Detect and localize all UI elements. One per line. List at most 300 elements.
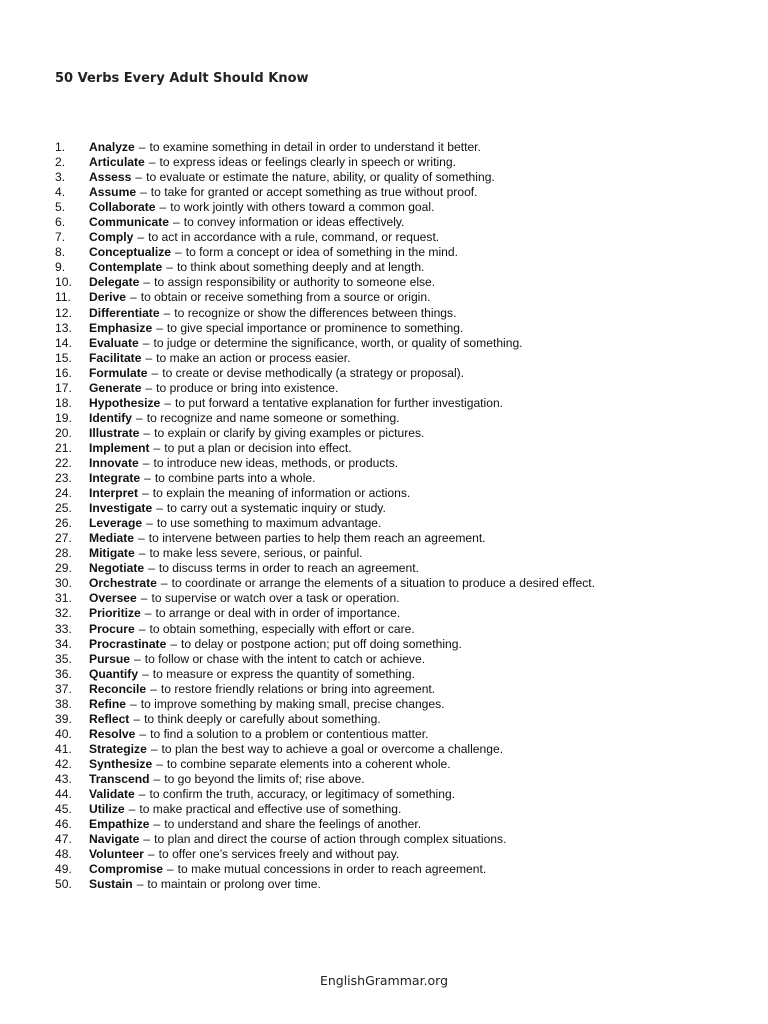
verb-term: Formulate — [89, 365, 148, 380]
dash-separator: – — [133, 711, 141, 726]
list-item-number: 19. — [55, 410, 72, 425]
list-item-number: 34. — [55, 636, 72, 651]
dash-separator: – — [142, 486, 149, 501]
verb-term: Procrastinate — [89, 636, 167, 651]
dash-separator: – — [156, 501, 163, 516]
verb-definition: to assign responsibility or authority to someone else. — [154, 275, 436, 290]
dash-separator: – — [129, 290, 137, 305]
verb-term: Contemplate — [89, 260, 163, 275]
list-item-number: 26. — [55, 516, 72, 531]
list-item-number: 33. — [55, 621, 72, 636]
dash-separator: – — [147, 847, 155, 862]
verb-definition: to improve something by making small, precise changes. — [140, 696, 445, 711]
list-item-body — [89, 757, 451, 772]
verb-term: Facilitate — [89, 350, 142, 365]
dash-separator: – — [164, 395, 171, 410]
dash-separator: – — [156, 756, 163, 771]
verb-term: Illustrate — [89, 425, 140, 440]
verb-term: Pursue — [89, 651, 130, 666]
verb-definition: to follow or chase with the intent to catch or achieve. — [144, 651, 426, 666]
list-item — [55, 742, 735, 757]
list-item-number: 48. — [55, 847, 72, 862]
dash-separator: – — [144, 606, 152, 621]
verb-definition: to make mutual concessions in order to reach agreement. — [177, 862, 487, 877]
list-item — [55, 456, 735, 471]
verb-list — [55, 140, 735, 892]
verb-term: Mediate — [89, 531, 135, 546]
verb-definition: to obtain something, especially with effort or care. — [149, 621, 415, 636]
list-item-body — [89, 501, 386, 516]
list-item-number: 4. — [55, 185, 66, 200]
dash-separator: – — [153, 440, 161, 455]
verb-definition: to recognize or show the differences between things. — [174, 305, 457, 320]
verb-definition: to plan and direct the course of action through complex situations. — [154, 832, 507, 847]
list-item-body — [89, 546, 363, 561]
list-item-number: 47. — [55, 832, 72, 847]
list-item — [55, 516, 735, 531]
verb-definition: to go beyond the limits of; rise above. — [164, 771, 365, 786]
verb-definition: to carry out a systematic inquiry or study. — [166, 501, 386, 516]
verb-term: Procure — [89, 621, 135, 636]
dash-separator: – — [148, 561, 155, 576]
list-item-body — [89, 456, 398, 471]
verb-definition: to recognize and name someone or something. — [146, 410, 400, 425]
list-item-number: 46. — [55, 817, 72, 832]
list-item — [55, 501, 735, 516]
list-item-number: 38. — [55, 696, 72, 711]
dash-separator: – — [142, 666, 149, 681]
dash-separator: – — [143, 275, 151, 290]
dash-separator: – — [145, 350, 153, 365]
list-item-body — [89, 441, 352, 456]
list-item-number: 23. — [55, 471, 72, 486]
verb-term: Volunteer — [89, 847, 144, 862]
list-item — [55, 411, 735, 426]
verb-term: Navigate — [89, 832, 140, 847]
verb-definition: to examine something in detail in order to understand it better. — [149, 140, 481, 154]
dash-separator: – — [163, 305, 171, 320]
list-item-number: 21. — [55, 440, 72, 455]
list-item-number: 41. — [55, 741, 72, 756]
list-item-number: 17. — [55, 380, 72, 395]
verb-definition: to explain the meaning of information or actions. — [152, 486, 411, 501]
dash-separator: – — [135, 170, 143, 185]
list-item-body — [89, 185, 478, 200]
list-item-body — [89, 516, 381, 531]
list-item-number: 9. — [55, 260, 66, 275]
verb-definition: to combine separate elements into a coherent whole. — [166, 756, 451, 771]
list-item — [55, 441, 735, 456]
verb-term: Empathize — [89, 817, 150, 832]
list-item — [55, 772, 735, 787]
dash-separator: – — [139, 726, 147, 741]
list-item-number: 1. — [55, 140, 66, 154]
list-item — [55, 847, 735, 862]
list-item-body — [89, 727, 428, 742]
verb-definition: to restore friendly relations or bring into agreement. — [160, 681, 436, 696]
verb-definition: to intervene between parties to help them reach an agreement. — [148, 531, 486, 546]
dash-separator: – — [138, 546, 146, 561]
list-item-body — [89, 230, 439, 245]
list-item-body — [89, 170, 495, 185]
verb-term: Compromise — [89, 862, 163, 877]
dash-separator: – — [143, 425, 151, 440]
verb-term: Oversee — [89, 591, 137, 606]
dash-separator: – — [151, 365, 159, 380]
verb-definition: to evaluate or estimate the nature, ability, or quality of something. — [146, 170, 495, 185]
list-item-body — [89, 742, 503, 757]
list-item-number: 32. — [55, 606, 72, 621]
list-item — [55, 185, 735, 200]
list-item — [55, 155, 735, 170]
list-item-number: 2. — [55, 155, 66, 170]
list-item-number: 37. — [55, 681, 72, 696]
verb-term: Assume — [89, 185, 137, 200]
list-item — [55, 622, 735, 637]
verb-term: Communicate — [89, 215, 169, 230]
verb-term: Refine — [89, 696, 126, 711]
list-item-body — [89, 140, 481, 155]
verb-term: Hypothesize — [89, 395, 161, 410]
verb-term: Orchestrate — [89, 576, 157, 591]
list-item-number: 44. — [55, 787, 72, 802]
dash-separator: – — [146, 516, 153, 531]
list-item-number: 16. — [55, 365, 72, 380]
dash-separator: – — [136, 877, 144, 892]
verb-definition: to put forward a tentative explanation for further investigation. — [174, 395, 504, 410]
list-item-number: 13. — [55, 320, 72, 335]
verb-definition: to produce or bring into existence. — [156, 380, 339, 395]
dash-separator: – — [160, 576, 168, 591]
footer-site-name: EnglishGrammar.org — [319, 973, 449, 988]
list-item — [55, 200, 735, 215]
verb-term: Evaluate — [89, 335, 139, 350]
list-item — [55, 787, 735, 802]
list-item-body — [89, 667, 415, 682]
list-item-body — [89, 772, 365, 787]
list-item — [55, 817, 735, 832]
dash-separator: – — [140, 185, 147, 200]
list-item — [55, 321, 735, 336]
verb-term: Resolve — [89, 726, 136, 741]
verb-definition: to use something to maximum advantage. — [156, 516, 382, 531]
dash-separator: – — [138, 621, 146, 636]
list-item-body — [89, 682, 435, 697]
dash-separator: – — [153, 771, 161, 786]
list-item-number: 35. — [55, 651, 72, 666]
list-item-number: 31. — [55, 591, 72, 606]
verb-term: Reflect — [89, 711, 130, 726]
list-item — [55, 576, 735, 591]
list-item — [55, 426, 735, 441]
verb-term: Comply — [89, 230, 134, 245]
verb-definition: to judge or determine the significance, worth, or quality of something. — [153, 335, 523, 350]
list-item — [55, 591, 735, 606]
verb-term: Leverage — [89, 516, 143, 531]
dash-separator: – — [142, 455, 150, 470]
list-item-body — [89, 591, 400, 606]
list-item-number: 39. — [55, 711, 72, 726]
list-item-body — [89, 531, 486, 546]
list-item — [55, 712, 735, 727]
verb-term: Reconcile — [89, 681, 147, 696]
dash-separator: – — [150, 681, 157, 696]
list-item-body — [89, 321, 463, 336]
verb-term: Conceptualize — [89, 245, 171, 260]
dash-separator: – — [166, 260, 173, 275]
dash-separator: – — [138, 531, 145, 546]
verb-definition: to take for granted or accept something as true without proof. — [150, 185, 478, 200]
list-item-number: 5. — [55, 200, 66, 215]
verb-definition: to delay or postpone action; put off doing something. — [181, 636, 462, 651]
verb-definition: to make practical and effective use of something. — [139, 802, 402, 817]
dash-separator: – — [156, 320, 163, 335]
verb-term: Innovate — [89, 455, 139, 470]
list-item — [55, 561, 735, 576]
verb-term: Implement — [89, 440, 150, 455]
dash-separator: – — [150, 741, 158, 756]
verb-term: Differentiate — [89, 305, 160, 320]
list-item — [55, 667, 735, 682]
verb-definition: to create or devise methodically (a strategy or proposal). — [162, 365, 465, 380]
list-item-body — [89, 155, 456, 170]
verb-definition: to think deeply or carefully about something. — [144, 711, 381, 726]
list-item — [55, 757, 735, 772]
verb-term: Negotiate — [89, 561, 145, 576]
list-item-body — [89, 290, 430, 305]
list-item-number: 18. — [55, 395, 72, 410]
list-item-body — [89, 245, 458, 260]
verb-term: Mitigate — [89, 546, 135, 561]
dash-separator: – — [128, 802, 136, 817]
list-item-body — [89, 215, 404, 230]
verb-definition: to measure or express the quantity of something. — [152, 666, 415, 681]
list-item-body — [89, 260, 424, 275]
verb-term: Articulate — [89, 155, 145, 170]
list-item-number: 14. — [55, 335, 72, 350]
list-item-number: 11. — [55, 290, 71, 305]
verb-term: Analyze — [89, 140, 135, 154]
list-item — [55, 802, 735, 817]
verb-definition: to make an action or process easier. — [156, 350, 351, 365]
list-item — [55, 546, 735, 561]
list-item-body — [89, 606, 400, 621]
dash-separator: – — [138, 787, 146, 802]
dash-separator: – — [159, 200, 167, 215]
verb-term: Investigate — [89, 501, 153, 516]
list-item — [55, 275, 735, 290]
list-item — [55, 862, 735, 877]
verb-definition: to find a solution to a problem or contentious matter. — [150, 726, 429, 741]
list-item-body — [89, 561, 419, 576]
list-item-body — [89, 697, 445, 712]
verb-term: Utilize — [89, 802, 125, 817]
list-item-number: 7. — [55, 230, 66, 245]
dash-separator: – — [142, 335, 150, 350]
list-item-body — [89, 200, 434, 215]
list-item — [55, 245, 735, 260]
dash-separator: – — [166, 862, 174, 877]
list-item-number: 50. — [55, 877, 72, 892]
verb-definition: to make less severe, serious, or painful. — [149, 546, 363, 561]
verb-definition: to obtain or receive something from a source or origin. — [140, 290, 431, 305]
verb-definition: to act in accordance with a rule, command, or request. — [148, 230, 440, 245]
list-item-body — [89, 637, 462, 652]
list-item-body — [89, 351, 350, 366]
verb-definition: to maintain or prolong over time. — [147, 877, 321, 892]
list-item — [55, 306, 735, 321]
list-item-body — [89, 832, 506, 847]
verb-term: Sustain — [89, 877, 133, 892]
list-item-body — [89, 366, 464, 381]
list-item-number: 28. — [55, 546, 72, 561]
list-item-number: 20. — [55, 425, 72, 440]
verb-definition: to coordinate or arrange the elements of a situation to produce a desired effect. — [171, 576, 595, 591]
verb-term: Assess — [89, 170, 132, 185]
list-item — [55, 682, 735, 697]
verb-definition: to arrange or deal with in order of importance. — [155, 606, 401, 621]
list-item — [55, 366, 735, 381]
list-item — [55, 351, 735, 366]
dash-separator: – — [129, 696, 137, 711]
verb-term: Synthesize — [89, 756, 153, 771]
list-item-number: 49. — [55, 862, 72, 877]
verb-definition: to discuss terms in order to reach an agreement. — [158, 561, 419, 576]
verb-term: Identify — [89, 410, 133, 425]
verb-term: Derive — [89, 290, 126, 305]
list-item — [55, 290, 735, 305]
list-item-number: 8. — [55, 245, 66, 260]
list-item-body — [89, 336, 523, 351]
list-item — [55, 832, 735, 847]
list-item — [55, 486, 735, 501]
dash-separator: – — [170, 636, 178, 651]
list-item — [55, 170, 735, 185]
list-item — [55, 215, 735, 230]
list-item-body — [89, 712, 381, 727]
list-item-number: 27. — [55, 531, 72, 546]
list-item — [55, 140, 735, 155]
list-item-body — [89, 396, 503, 411]
list-item-number: 25. — [55, 501, 72, 516]
page-title: 50 Verbs Every Adult Should Know — [55, 71, 309, 86]
verb-definition: to convey information or ideas effectively. — [183, 215, 405, 230]
list-item-number: 3. — [55, 170, 66, 185]
dash-separator: – — [172, 215, 180, 230]
list-item-number: 6. — [55, 215, 66, 230]
list-item-body — [89, 622, 415, 637]
list-item — [55, 697, 735, 712]
verb-term: Integrate — [89, 471, 141, 486]
dash-separator: – — [138, 140, 146, 154]
list-item — [55, 396, 735, 411]
list-item-body — [89, 381, 338, 396]
dash-separator: – — [136, 410, 143, 425]
list-item — [55, 381, 735, 396]
list-item — [55, 336, 735, 351]
verb-definition: to work jointly with others toward a common goal. — [170, 200, 435, 215]
list-item-number: 10. — [55, 275, 72, 290]
list-item — [55, 531, 735, 546]
list-item-body — [89, 847, 399, 862]
list-item — [55, 652, 735, 667]
verb-term: Transcend — [89, 771, 150, 786]
list-item-number: 30. — [55, 576, 72, 591]
dash-separator: – — [134, 651, 141, 666]
list-item-body — [89, 411, 400, 426]
list-item-number: 12. — [55, 305, 72, 320]
verb-definition: to think about something deeply and at length. — [176, 260, 425, 275]
list-item-body — [89, 306, 456, 321]
list-item-body — [89, 471, 315, 486]
verb-term: Interpret — [89, 486, 139, 501]
verb-term: Prioritize — [89, 606, 141, 621]
list-item-number: 42. — [55, 756, 72, 771]
list-item-body — [89, 576, 595, 591]
list-item — [55, 727, 735, 742]
list-item — [55, 260, 735, 275]
list-item-body — [89, 652, 425, 667]
list-item-number: 15. — [55, 350, 72, 365]
verb-definition: to express ideas or feelings clearly in speech or writing. — [159, 155, 456, 170]
verb-definition: to offer one’s services freely and without pay. — [158, 847, 400, 862]
list-item-body — [89, 486, 410, 501]
list-item-number: 24. — [55, 486, 72, 501]
list-item-number: 36. — [55, 666, 72, 681]
list-item-number: 43. — [55, 771, 72, 786]
list-item-number: 45. — [55, 802, 72, 817]
verb-definition: to plan the best way to achieve a goal or overcome a challenge. — [161, 741, 504, 756]
verb-definition: to introduce new ideas, methods, or products. — [153, 455, 399, 470]
list-item — [55, 230, 735, 245]
verb-definition: to form a concept or idea of something in the mind. — [185, 245, 458, 260]
dash-separator: – — [148, 155, 156, 170]
verb-term: Emphasize — [89, 320, 153, 335]
verb-term: Quantify — [89, 666, 139, 681]
list-item-body — [89, 275, 435, 290]
verb-term: Strategize — [89, 741, 147, 756]
verb-term: Collaborate — [89, 200, 156, 215]
list-item-body — [89, 877, 321, 892]
list-item-body — [89, 426, 424, 441]
dash-separator: – — [144, 471, 151, 486]
verb-definition: to understand and share the feelings of another. — [164, 817, 422, 832]
list-item-body — [89, 787, 455, 802]
verb-term: Delegate — [89, 275, 140, 290]
list-item-body — [89, 862, 486, 877]
verb-definition: to combine parts into a whole. — [154, 471, 316, 486]
list-item — [55, 606, 735, 621]
dash-separator: – — [140, 591, 148, 606]
list-item-body — [89, 802, 401, 817]
dash-separator: – — [174, 245, 182, 260]
verb-definition: to give special importance or prominence to something. — [166, 320, 464, 335]
dash-separator: – — [145, 380, 153, 395]
verb-definition: to confirm the truth, accuracy, or legitimacy of something. — [149, 787, 456, 802]
list-item-number: 40. — [55, 726, 72, 741]
list-item — [55, 637, 735, 652]
dash-separator: – — [137, 230, 145, 245]
verb-term: Validate — [89, 787, 135, 802]
list-item-number: 22. — [55, 455, 72, 470]
verb-definition: to put a plan or decision into effect. — [164, 440, 352, 455]
verb-definition: to supervise or watch over a task or operation. — [151, 591, 400, 606]
list-item — [55, 877, 735, 892]
list-item-number: 29. — [55, 561, 72, 576]
dash-separator: – — [143, 832, 151, 847]
list-item-body — [89, 817, 421, 832]
list-item — [55, 471, 735, 486]
